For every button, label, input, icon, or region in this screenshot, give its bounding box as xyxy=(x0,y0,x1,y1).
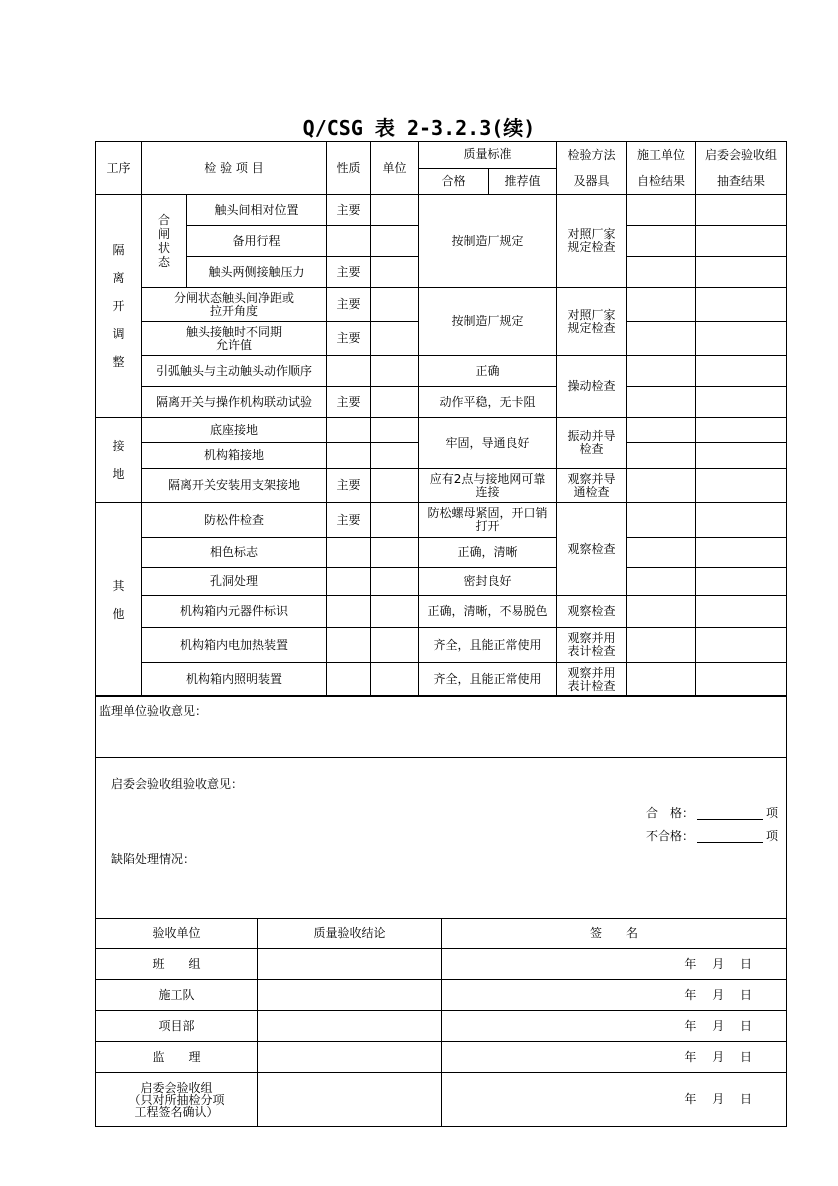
conclusion-cell[interactable] xyxy=(258,1011,442,1042)
table-row xyxy=(96,387,787,418)
nature: 主要 xyxy=(327,257,371,288)
header-process: 工序 xyxy=(96,142,142,195)
committee-check-cell[interactable] xyxy=(696,628,787,663)
item: 机构箱接地 xyxy=(142,443,327,469)
self-check-cell[interactable] xyxy=(627,356,696,387)
item: 隔离开关安装用支架接地 xyxy=(142,469,327,503)
standard: 密封良好 xyxy=(419,568,557,596)
self-check-cell[interactable] xyxy=(627,628,696,663)
signature-date[interactable]: 年 月 日 xyxy=(442,949,787,980)
self-check-cell[interactable] xyxy=(627,387,696,418)
unqualified-label: 不合格： xyxy=(646,829,695,843)
conclusion-cell[interactable] xyxy=(258,949,442,980)
subgroup-closed-state: 合 闸 状 态 xyxy=(142,195,187,288)
qualified-label: 合 格： xyxy=(646,806,695,820)
group-others: 其 他 xyxy=(96,503,142,697)
qualified-unit: 项 xyxy=(766,806,779,820)
self-check-cell[interactable] xyxy=(627,257,696,288)
nature xyxy=(327,356,371,387)
table-row xyxy=(96,288,787,322)
table-row xyxy=(96,663,787,697)
item: 机构箱内元器件标识 xyxy=(142,596,327,628)
committee-check-cell[interactable] xyxy=(696,596,787,628)
item: 机构箱内照明装置 xyxy=(142,663,327,697)
committee-check-cell[interactable] xyxy=(696,663,787,697)
signoff-row xyxy=(96,949,787,980)
header-self-check: 施工单位 自检结果 xyxy=(627,142,696,195)
item: 触头间相对位置 xyxy=(187,195,327,226)
qualified-count xyxy=(646,807,778,820)
nature xyxy=(327,538,371,568)
committee-check-cell[interactable] xyxy=(696,226,787,257)
signoff-header-row xyxy=(96,919,787,949)
item: 引弧触头与主动触头动作顺序 xyxy=(142,356,327,387)
signoff-row xyxy=(96,1073,787,1127)
header-standard: 质量标准 xyxy=(419,142,557,169)
self-check-cell[interactable] xyxy=(627,418,696,443)
item: 分闸状态触头间净距或 拉开角度 xyxy=(142,288,327,322)
acceptance-table xyxy=(95,695,787,1127)
header-unit: 单位 xyxy=(371,142,419,195)
nature: 主要 xyxy=(327,322,371,356)
signature-date[interactable]: 年 月 日 xyxy=(442,1073,787,1127)
item: 触头接触时不同期 允许值 xyxy=(142,322,327,356)
unit-cell[interactable] xyxy=(371,257,419,288)
signoff-row xyxy=(96,980,787,1011)
item: 机构箱内电加热装置 xyxy=(142,628,327,663)
header-recommended: 推荐值 xyxy=(489,168,557,195)
method: 观察并用 表计检查 xyxy=(557,628,627,663)
table-row xyxy=(96,628,787,663)
nature xyxy=(327,443,371,469)
signoff-row xyxy=(96,1042,787,1073)
unit-cell[interactable] xyxy=(371,195,419,226)
self-check-cell[interactable] xyxy=(627,288,696,322)
defects-label: 缺陷处理情况： xyxy=(111,852,196,866)
signoff-unit: 施工队 xyxy=(96,980,258,1011)
table-row xyxy=(96,568,787,596)
method: 对照厂家 规定检查 xyxy=(557,288,627,356)
table-row xyxy=(96,596,787,628)
standard: 动作平稳，无卡阻 xyxy=(419,387,557,418)
nature: 主要 xyxy=(327,195,371,226)
unit-cell[interactable] xyxy=(371,469,419,503)
self-check-cell[interactable] xyxy=(627,538,696,568)
nature xyxy=(327,663,371,697)
item: 隔离开关与操作机构联动试验 xyxy=(142,387,327,418)
nature: 主要 xyxy=(327,288,371,322)
unit-cell[interactable] xyxy=(371,443,419,469)
signoff-header-unit: 验收单位 xyxy=(96,919,258,949)
nature xyxy=(327,628,371,663)
qualified-input[interactable] xyxy=(697,807,763,820)
nature: 主要 xyxy=(327,469,371,503)
header-row xyxy=(96,142,787,169)
signoff-unit: 班 组 xyxy=(96,949,258,980)
table-row xyxy=(96,418,787,443)
unit-cell[interactable] xyxy=(371,226,419,257)
signoff-header-signature: 签 名 xyxy=(442,919,787,949)
header-qualified: 合格 xyxy=(419,168,489,195)
unit-cell[interactable] xyxy=(371,418,419,443)
committee-check-cell[interactable] xyxy=(696,418,787,443)
unit-cell[interactable] xyxy=(371,288,419,322)
unit-cell[interactable] xyxy=(371,568,419,596)
standard: 正确，清晰 xyxy=(419,538,557,568)
table-row xyxy=(96,469,787,503)
nature xyxy=(327,418,371,443)
unqualified-input[interactable] xyxy=(697,830,763,843)
item: 防松件检查 xyxy=(142,503,327,538)
standard: 齐全，且能正常使用 xyxy=(419,628,557,663)
table-row xyxy=(96,356,787,387)
self-check-cell[interactable] xyxy=(627,663,696,697)
method: 观察并用 表计检查 xyxy=(557,663,627,697)
signoff-row xyxy=(96,1011,787,1042)
unqualified-unit: 项 xyxy=(766,829,779,843)
committee-check-cell[interactable] xyxy=(696,469,787,503)
unit-cell[interactable] xyxy=(371,538,419,568)
committee-check-cell[interactable] xyxy=(696,503,787,538)
self-check-cell[interactable] xyxy=(627,568,696,596)
item: 相色标志 xyxy=(142,538,327,568)
signature-date[interactable]: 年 月 日 xyxy=(442,1042,787,1073)
committee-check-cell[interactable] xyxy=(696,322,787,356)
header-method: 检验方法 及器具 xyxy=(557,142,627,195)
header-item: 检 验 项 目 xyxy=(142,142,327,195)
item: 底座接地 xyxy=(142,418,327,443)
unit-cell[interactable] xyxy=(371,356,419,387)
conclusion-cell[interactable] xyxy=(258,1042,442,1073)
self-check-cell[interactable] xyxy=(627,503,696,538)
item: 备用行程 xyxy=(187,226,327,257)
group-grounding: 接 地 xyxy=(96,418,142,503)
conclusion-cell[interactable] xyxy=(258,980,442,1011)
committee-check-cell[interactable] xyxy=(696,443,787,469)
group-isolation-adjust: 隔 离 开 调 整 xyxy=(96,195,142,418)
committee-check-cell[interactable] xyxy=(696,568,787,596)
nature xyxy=(327,596,371,628)
method: 观察检查 xyxy=(557,503,627,596)
nature: 主要 xyxy=(327,387,371,418)
standard: 按制造厂规定 xyxy=(419,195,557,288)
unit-cell[interactable] xyxy=(371,387,419,418)
standard: 按制造厂规定 xyxy=(419,288,557,356)
self-check-cell[interactable] xyxy=(627,226,696,257)
header-committee-check: 启委会验收组 抽查结果 xyxy=(696,142,787,195)
item: 孔洞处理 xyxy=(142,568,327,596)
committee-check-cell[interactable] xyxy=(696,538,787,568)
nature: 主要 xyxy=(327,503,371,538)
unit-cell[interactable] xyxy=(371,503,419,538)
unit-cell[interactable] xyxy=(371,596,419,628)
standard: 应有2点与接地网可靠 连接 xyxy=(419,469,557,503)
table-row xyxy=(96,195,787,226)
unit-cell[interactable] xyxy=(371,322,419,356)
method: 观察检查 xyxy=(557,596,627,628)
nature xyxy=(327,568,371,596)
standard: 正确 xyxy=(419,356,557,387)
self-check-cell[interactable] xyxy=(627,322,696,356)
committee-check-cell[interactable] xyxy=(696,257,787,288)
method: 对照厂家 规定检查 xyxy=(557,195,627,288)
method: 操动检查 xyxy=(557,356,627,418)
method: 观察并导 通检查 xyxy=(557,469,627,503)
supervision-opinion[interactable]: 监理单位验收意见： xyxy=(96,696,787,758)
committee-check-cell[interactable] xyxy=(696,195,787,226)
conclusion-cell[interactable] xyxy=(258,1073,442,1127)
signoff-unit: 监 理 xyxy=(96,1042,258,1073)
signoff-header-conclusion: 质量验收结论 xyxy=(258,919,442,949)
inspection-table xyxy=(95,141,787,697)
method: 振动并导 检查 xyxy=(557,418,627,469)
signoff-unit: 启委会验收组 （只对所抽检分项 工程签名确认） xyxy=(96,1073,258,1127)
self-check-cell[interactable] xyxy=(627,469,696,503)
table-row xyxy=(96,503,787,538)
committee-check-cell[interactable] xyxy=(696,288,787,322)
item: 触头两侧接触压力 xyxy=(187,257,327,288)
self-check-cell[interactable] xyxy=(627,596,696,628)
self-check-cell[interactable] xyxy=(627,443,696,469)
standard: 正确，清晰，不易脱色 xyxy=(419,596,557,628)
self-check-cell[interactable] xyxy=(627,195,696,226)
signature-date[interactable]: 年 月 日 xyxy=(442,980,787,1011)
nature xyxy=(327,226,371,257)
standard: 防松螺母紧固，开口销 打开 xyxy=(419,503,557,538)
form-title: Q/CSG 表 2-3.2.3(续) xyxy=(302,116,536,140)
header-nature: 性质 xyxy=(327,142,371,195)
table-row xyxy=(96,538,787,568)
committee-opinion-label: 启委会验收组验收意见： xyxy=(111,777,244,791)
committee-check-cell[interactable] xyxy=(696,356,787,387)
supervision-opinion-row xyxy=(96,696,787,758)
committee-check-cell[interactable] xyxy=(696,387,787,418)
committee-opinion-row xyxy=(96,758,787,919)
unqualified-count xyxy=(646,830,778,843)
standard: 牢固，导通良好 xyxy=(419,418,557,469)
signoff-unit: 项目部 xyxy=(96,1011,258,1042)
unit-cell[interactable] xyxy=(371,663,419,697)
committee-opinion-box[interactable] xyxy=(96,771,786,905)
unit-cell[interactable] xyxy=(371,628,419,663)
signature-date[interactable]: 年 月 日 xyxy=(442,1011,787,1042)
standard: 齐全，且能正常使用 xyxy=(419,663,557,697)
